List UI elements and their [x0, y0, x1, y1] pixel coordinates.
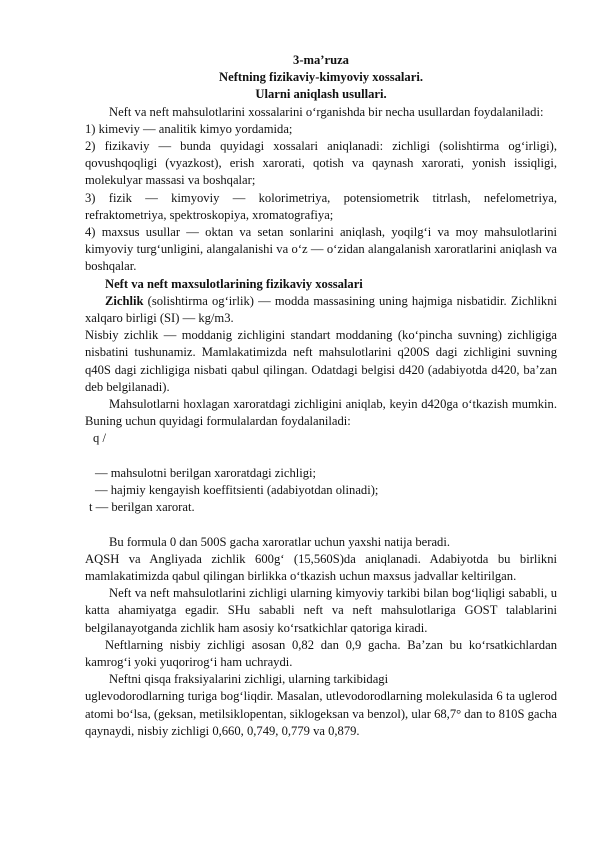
section-heading: Neft va neft maxsulotlarining fizikaviy xossalari: [105, 276, 363, 291]
list-item: 3) fizik — kimyoviy — kolorimetriya, potensiometrik titrlash, nefelometriya, refraktometriya, spektroskopiya, xromatografiya;: [85, 190, 557, 222]
fractions-density-paragraph: uglevodorodlarning turiga bog‘liqdir. Masalan, utlevodorodlarning molekulasida 6 ta uglerod atomi bo‘lsa, (geksan, metilsiklopentan, siklogeksan va benzol), ular 68,7° dan to 810S gacha qaynaydi, nisbiy zichligi 0,660, 0,749, 0,779 va 0,879.: [85, 689, 557, 738]
formula-variable-definition: t — berilgan xarorat.: [89, 500, 195, 515]
oil-density-range-paragraph: Neftlarning nisbiy zichligi asosan 0,82 dan 0,9 gacha. Ba’zan bu ko‘rsatkichlardan kamrog‘i yoki yuqorirog‘i ham uchraydi.: [85, 637, 557, 670]
list-item: 2) fizikaviy — bunda quyidagi xossalari aniqlanadi: zichligi (solishtirma og‘irligi), qovushqoqligi (vyazkost), erish xarorati, qotish va qaynash xarorati, yonish issiqligi, molekulyar massasi va boshqalar;: [85, 139, 557, 188]
formula-variable-definition: — mahsulotni berilgan xaroratdagi zichligi;: [95, 465, 317, 480]
relative-density-paragraph: Nisbiy zichlik — moddanig zichligini standart moddaning (ko‘pincha suvning) zichligiga nisbatini tushunamiz. Mamlakatimizda neft mahsulotlarini q200S dagi zichligini suvning q40S dagi zichligiga nisbati qabul qilingan. Odatdagi belgisi d420 (adabiyotda d420, ba’zan deb belgilanadi).: [85, 328, 557, 394]
blank-line: [85, 516, 557, 533]
formula: q /: [93, 431, 106, 446]
lecture-subtitle-2: Ularni aniqlash usullari.: [255, 87, 387, 102]
zichlik-definition: (solishtirma og‘irlik) — modda massasining uning hajmiga nisbatidir. Zichlikni xalqaro birligi (SI) — kg/m3.: [85, 293, 557, 326]
usa-uk-paragraph: AQSH va Angliyada zichlik 600g‘ (15,560S)da aniqlanadi. Adabiyotda bu birlikni mamlakatimizda qabul qilingan birlikka o‘tkazish uchun maxsus jadvallar keltirilgan.: [85, 551, 557, 584]
formula-variable-definition: — hajmiy kengayish koeffitsienti (adabiyotdan olinadi);: [95, 483, 379, 498]
list-item: 4) maxsus usullar — oktan va setan sonlarini aniqlash, yoqilg‘i va moy mahsulotlarini kimyoviy turg‘unligini, alangalanishi va o‘z — o‘zidan alangalanish xaroratlarini aniqlash va boshqalar.: [85, 225, 557, 274]
list-item: 1) kimeviy — analitik kimyo yordamida;: [85, 121, 293, 136]
conversion-paragraph: Mahsulotlarni hoxlagan xaroratdagi zichligini aniqlab, keyin d420ga o‘tkazish mumkin. Buning uchun quyidagi formulalardan foydalaniladi:: [85, 397, 557, 429]
zichlik-term: Zichlik: [105, 293, 144, 308]
formula-blank: [85, 448, 557, 465]
lecture-title: 3-ma’ruza: [293, 53, 349, 67]
fractions-density-line: Neftni qisqa fraksiyalarini zichligi, ularning tarkibidagi: [109, 672, 389, 687]
lecture-page: [85, 52, 557, 740]
formula-note-paragraph: Bu formula 0 dan 500S gacha xaroratlar uchun yaxshi natija beradi.: [109, 534, 450, 549]
lecture-subtitle: Neftning fizikaviy-kimyoviy xossalari.: [219, 70, 423, 85]
density-importance-paragraph: Neft va neft mahsulotlarini zichligi ularning kimyoviy tarkibi bilan bog‘liqligi sababli, u katta ahamiyatga egadir. SHu sababli neft va neft mahsulotlariga GOST talablarini belgilanayotganda zichlik ham asosiy ko‘rsatkichlar qatoriga kiradi.: [85, 586, 557, 635]
zichlik-paragraph: [85, 293, 557, 327]
intro-paragraph: Neft va neft mahsulotlarini xossalarini o‘rganishda bir necha usullardan foydalaniladi:: [109, 104, 544, 119]
